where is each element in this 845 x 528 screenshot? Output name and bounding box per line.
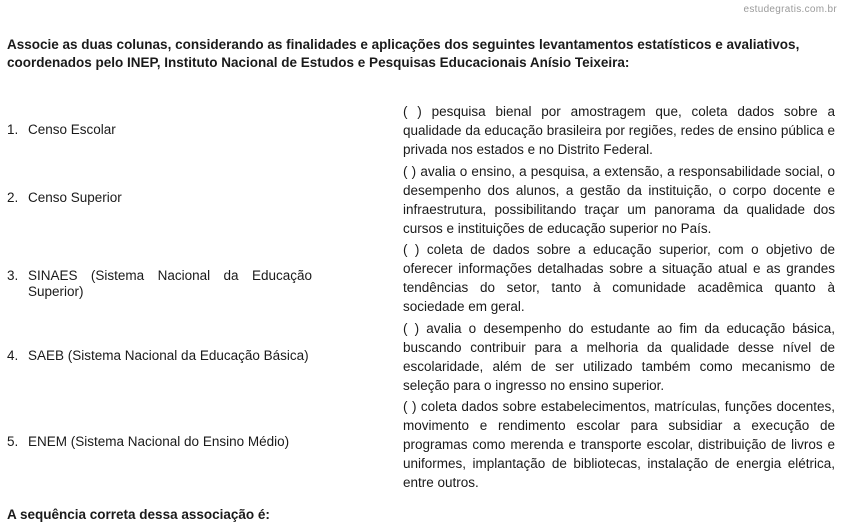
left-item-text: Censo Superior (28, 190, 122, 205)
left-item-number: 2. (7, 190, 19, 205)
left-item-5 (7, 434, 312, 450)
right-item-3: ( ) coleta de dados sobre a educação superior, com o objetivo de oferecer informações detalhadas sobre a situação atual e as grandes tendências do setor, tanto à comunidade acadêmica quanto à sociedade em geral. (403, 242, 835, 314)
right-item-1: ( ) pesquisa bienal por amostragem que, coleta dados sobre a qualidade da educação brasileira por regiões, redes de ensino pública e privada nos estados e no Distrito Federal. (403, 104, 835, 157)
left-item-4 (7, 348, 312, 364)
right-item-2: ( ) avalia o ensino, a pesquisa, a extensão, a responsabilidade social, o desempenho dos alunos, a gestão da instituição, o corpo docente e infraestrutura, possibilitando traçar um panorama da qualidade dos cursos e instituições de educação superior no País. (403, 164, 835, 236)
left-item-text: SAEB (Sistema Nacional da Educação Básica) (28, 348, 309, 363)
left-item-text: ENEM (Sistema Nacional do Ensino Médio) (28, 434, 290, 449)
left-item-text: SINAES (Sistema Nacional da Educação Superior) (28, 268, 312, 299)
left-item-number: 1. (7, 122, 19, 137)
right-item-4: ( ) avalia o desempenho do estudante ao fim da educação básica, buscando contribuir para a melhoria da qualidade desse nível de escolaridade, além de ser utilizado também como mecanismo de seleção para o ingresso no ensino superior. (403, 321, 835, 393)
watermark: estudegratis.com.br (743, 4, 837, 15)
left-item-2 (7, 190, 312, 206)
left-item-text: Censo Escolar (28, 122, 116, 137)
left-item-number: 3. (7, 268, 19, 283)
left-item-number: 4. (7, 348, 19, 363)
left-item-1 (7, 122, 312, 138)
question-prompt: Associe as duas colunas, considerando as finalidades e aplicações dos seguintes levantamentos estatísticos e avaliativos, coordenados pelo INEP, Instituto Nacional de Estudos e Pesquisas Educacionais Anísio Teixeira: (7, 37, 800, 70)
left-item-number: 5. (7, 434, 19, 449)
right-item-5: ( ) coleta dados sobre estabelecimentos, matrículas, funções docentes, movimento e rendimento escolar para subsidiar a execução de programas como merenda e transporte escolar, distribuição de livros e uniformes, implantação de bibliotecas, instalação de energia elétrica, entre outros. (403, 399, 835, 490)
left-item-3 (7, 268, 312, 300)
answer-prompt: A sequência correta dessa associação é: (7, 507, 270, 522)
